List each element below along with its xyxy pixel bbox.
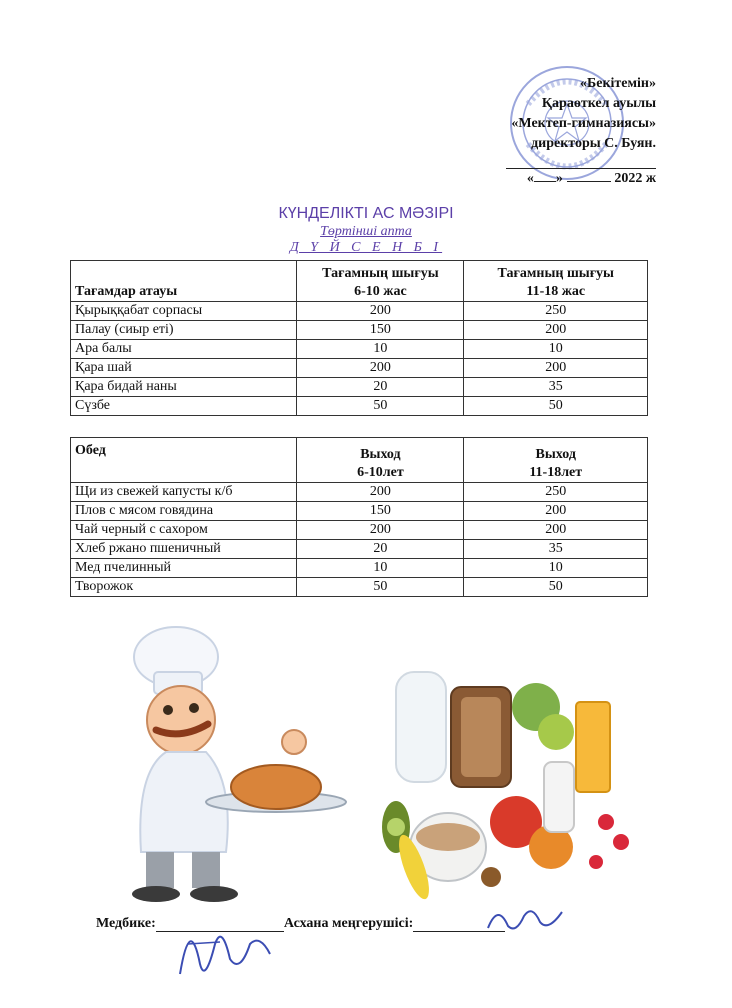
approval-signature-line [506,154,656,169]
dish-name: Палау (сиыр еті) [71,321,297,340]
approval-block [506,74,656,189]
dish-name: Хлеб ржано пшеничный [71,540,297,559]
approval-line-4: директоры С. Буян. [531,136,656,151]
nurse-signature-icon [160,904,290,988]
table-row [71,540,648,559]
table-row [71,397,648,416]
chef-icon [132,627,346,902]
kitchen-manager-label: Асхана меңгерушісі: [283,916,414,931]
column-header-lunch: Обед [71,438,297,483]
table-row [71,559,648,578]
output-11-18: 200 [464,321,648,340]
output-6-10: 10 [297,559,464,578]
chef-and-food-illustration [96,612,656,912]
nurse-label: Медбике: [96,916,156,931]
output-6-10: 200 [297,521,464,540]
output-11-18: 250 [464,302,648,321]
page-title: КҮНДЕЛІКТІ АС МӘЗІРІ [278,205,454,222]
output-11-18: 35 [464,540,648,559]
dish-name: Қара шай [71,359,297,378]
menu-table-kz [70,260,648,416]
output-6-10: 200 [297,359,464,378]
table-row [71,378,648,397]
output-11-18: 35 [464,378,648,397]
output-11-18: 200 [464,502,648,521]
week-label: Төртінші апта [320,224,412,239]
output-6-10: 50 [297,397,464,416]
date-year: 2022 ж [614,171,656,186]
dish-name: Қара бидай наны [71,378,297,397]
table-row [71,578,648,597]
table-row [71,340,648,359]
dish-name: Ара балы [71,340,297,359]
output-6-10: 150 [297,321,464,340]
approval-line-3: «Мектеп-гимназиясы» [511,116,656,131]
dish-name: Мед пчелинный [71,559,297,578]
output-11-18: 10 [464,559,648,578]
table-row [71,483,648,502]
kitchen-manager-signature-icon [478,898,568,938]
output-11-18: 50 [464,397,648,416]
approval-date [506,169,656,189]
output-11-18: 200 [464,521,648,540]
dish-name: Щи из свежей капусты к/б [71,483,297,502]
output-11-18: 200 [464,359,648,378]
output-6-10: 20 [297,540,464,559]
menu-table-ru [70,437,648,597]
approval-line-1: «Бекітемін» [579,76,656,91]
table-header-row [71,438,648,483]
table-row [71,302,648,321]
approval-line-2: Қараөткел ауылы [541,96,656,111]
output-6-10: 200 [297,302,464,321]
output-6-10: 200 [297,483,464,502]
table-row [71,321,648,340]
output-6-10: 10 [297,340,464,359]
dish-name: Творожок [71,578,297,597]
dish-name: Қырыққабат сорпасы [71,302,297,321]
column-header-output-11-18: Тағамның шығуы 11-18 жас [464,261,648,302]
output-11-18: 50 [464,578,648,597]
output-6-10: 150 [297,502,464,521]
table-header-row [71,261,648,302]
column-header-dish: Тағамдар атауы [71,261,297,302]
output-6-10: 50 [297,578,464,597]
menu-header [0,204,732,256]
dish-name: Плов с мясом говядина [71,502,297,521]
output-6-10: 20 [297,378,464,397]
dish-name: Чай черный с сахором [71,521,297,540]
column-header-output-6-10: Выход 6-10лет [297,438,464,483]
healthy-food-icon [382,672,629,902]
output-11-18: 10 [464,340,648,359]
footer-signatures [96,916,505,932]
day-label: Д Ү Й С Е Н Б І [289,240,443,255]
column-header-output-11-18: Выход 11-18лет [464,438,648,483]
table-row [71,502,648,521]
date-close-quote: » [555,171,563,186]
date-open-quote: « [526,171,534,186]
column-header-output-6-10: Тағамның шығуы 6-10 жас [297,261,464,302]
dish-name: Сүзбе [71,397,297,416]
table-row [71,521,648,540]
output-11-18: 250 [464,483,648,502]
table-row [71,359,648,378]
